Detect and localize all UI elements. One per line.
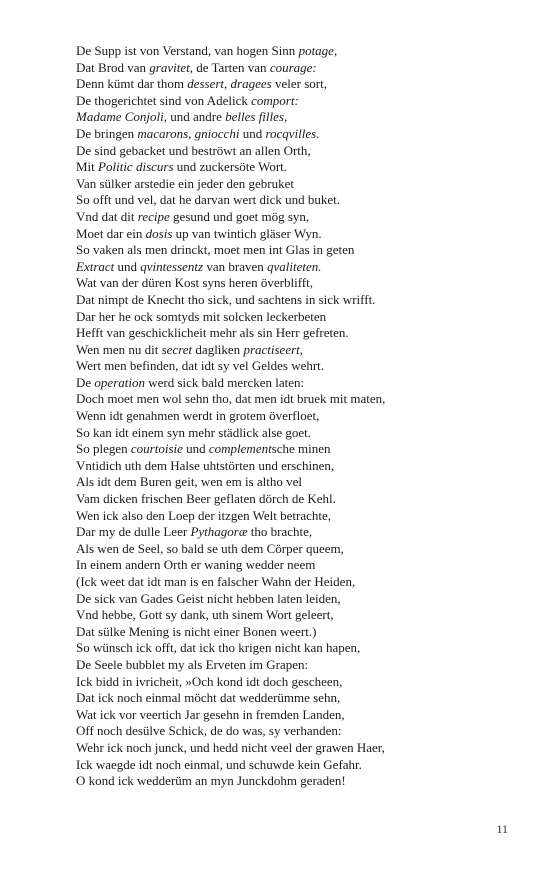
line-text: Dat Brod van	[76, 59, 150, 75]
line-text: Wen ick also den Loep der itzgen Welt betrachte,	[76, 507, 332, 523]
poem-line	[76, 773, 516, 790]
line-text: Mit	[76, 159, 99, 175]
poem-line	[76, 640, 516, 657]
italic-text: macarons, gniocchi	[137, 125, 240, 141]
line-text: Off noch desülve Schick, de do was, sy verhanden:	[76, 723, 342, 739]
italic-text: potage,	[298, 43, 338, 58]
italic-text: Madame Conjoli,	[76, 109, 167, 125]
poem-line	[76, 309, 516, 326]
line-text: und andre	[167, 109, 226, 125]
italic-text: Politic discurs	[98, 159, 174, 175]
italic-text: Extract	[76, 258, 115, 274]
line-text: De Seele bubblet my als Erveten im Grapen:	[76, 656, 309, 672]
line-text: Dat nimpt de Knecht tho sick, und sachtens in sick wrifft.	[76, 291, 376, 307]
italic-text: courage:	[269, 59, 317, 75]
line-text: und zuckersöte Wort.	[173, 159, 288, 175]
line-text: So offt und vel, dat he darvan wert dick und buket.	[76, 192, 341, 208]
line-text: O kond ick wedderüm an myn Junckdohm geraden!	[76, 773, 346, 789]
line-text: Vnd dat dit	[76, 208, 138, 224]
line-text: sche minen	[271, 441, 331, 457]
poem-line	[76, 757, 516, 774]
italic-text: dosis	[145, 225, 173, 241]
line-text: Dar her he ock somtyds mit solcken leckerbeten	[76, 308, 327, 324]
line-text: veler sort,	[271, 76, 327, 92]
poem-line	[76, 740, 516, 757]
poem-line	[76, 43, 516, 60]
line-text: So kan idt einem syn mehr städlick alse goet.	[76, 424, 312, 440]
italic-text: gravitet,	[149, 59, 193, 75]
poem-line	[76, 325, 516, 342]
line-text: De bringen	[76, 125, 138, 141]
poem-line	[76, 60, 516, 77]
poem-line	[76, 557, 516, 574]
italic-text: complement	[208, 441, 272, 457]
italic-text: belles filles,	[225, 109, 288, 125]
poem-line	[76, 491, 516, 508]
line-text: tho brachte,	[247, 524, 313, 540]
poem-line	[76, 292, 516, 309]
line-text: Van sülker arstedie ein jeder den gebruket	[76, 175, 295, 191]
line-text: Denn kümt dar thom	[76, 76, 188, 92]
line-text: werd sick bald mercken laten:	[144, 374, 305, 390]
poem-line	[76, 375, 516, 392]
line-text: Ick waegde idt noch einmal, und schuwde kein Gefahr.	[76, 756, 362, 772]
poem-line	[76, 109, 516, 126]
italic-text: dessert, dragees	[187, 76, 272, 92]
italic-text: qvaliteten.	[266, 258, 322, 274]
poem-line	[76, 259, 516, 276]
poem-line	[76, 541, 516, 558]
line-text: De sick van Gades Geist nicht hebben laten leiden,	[76, 590, 341, 606]
poem-line	[76, 192, 516, 209]
line-text: Doch moet men wol sehn tho, dat men idt bruek mit maten,	[76, 391, 386, 407]
italic-text: recipe	[137, 208, 170, 224]
line-text: De sind gebacket und beströwt an allen Orth,	[76, 142, 311, 158]
line-text: de Tarten van	[192, 59, 270, 75]
line-text: So plegen	[76, 441, 131, 457]
italic-text: operation	[94, 374, 145, 390]
line-text: Wat ick vor veertich Jar gesehn in fremden Landen,	[76, 706, 345, 722]
poem-line	[76, 242, 516, 259]
line-text: up van twintich gläser Wyn.	[172, 225, 322, 241]
italic-text: Pythagoræ	[190, 524, 248, 540]
line-text: Ick bidd in ivricheit, »Och kond idt doch gescheen,	[76, 673, 343, 689]
line-text: Hefft van geschicklicheit mehr als sin Herr gefreten.	[76, 325, 349, 341]
line-text: van braven	[203, 258, 267, 274]
poem-line	[76, 441, 516, 458]
poem-line	[76, 723, 516, 740]
line-text: De	[76, 374, 95, 390]
line-text: Vnd hebbe, Gott sy dank, uth sinem Wort geleert,	[76, 607, 334, 623]
poem-line	[76, 674, 516, 691]
poem-line	[76, 342, 516, 359]
poem-line	[76, 524, 516, 541]
italic-text: qvintessentz	[140, 258, 204, 274]
line-text: Dar my de dulle Leer	[76, 524, 191, 540]
poem-line	[76, 707, 516, 724]
line-text: (Ick weet dat idt man is en falscher Wahn der Heiden,	[76, 574, 356, 589]
poem-line	[76, 591, 516, 608]
line-text: Vntidich uth dem Halse uhtstörten und erschinen,	[76, 457, 335, 473]
poem-line	[76, 574, 516, 591]
poem-line	[76, 607, 516, 624]
italic-text: secret	[161, 341, 193, 357]
italic-text: rocqvilles.	[265, 125, 320, 141]
poem-line	[76, 76, 516, 93]
poem-line	[76, 143, 516, 160]
poem-line	[76, 458, 516, 475]
line-text: Dat ick noch einmal möcht dat wedderümme sehn,	[76, 690, 341, 706]
line-text: Vam dicken frischen Beer geflaten dörch de Kehl.	[76, 491, 336, 507]
poem-line	[76, 126, 516, 143]
poem-line	[76, 93, 516, 110]
poem-line	[76, 226, 516, 243]
poem-line	[76, 690, 516, 707]
poem-line	[76, 358, 516, 375]
line-text: In einem andern Orth er waning wedder neem	[76, 557, 316, 573]
poem-line	[76, 508, 516, 525]
line-text: Wenn idt genahmen werdt in grotem överfloet,	[76, 408, 320, 424]
line-text: Als wen de Seel, so bald se uth dem Cörper queem,	[76, 540, 344, 556]
line-text: und	[114, 258, 141, 274]
page-number: 11	[496, 822, 508, 836]
line-text: gesund und goet mög syn,	[169, 208, 310, 224]
poem-line	[76, 624, 516, 641]
poem-line	[76, 474, 516, 491]
line-text: De thogerichtet sind von Adelick	[76, 92, 252, 108]
line-text: und	[182, 441, 209, 457]
poem-line	[76, 159, 516, 176]
line-text: So wünsch ick offt, dat ick tho krigen nicht kan hapen,	[76, 640, 361, 656]
line-text: So vaken als men drinckt, moet men int Glas in geten	[76, 242, 355, 258]
poem-line	[76, 176, 516, 193]
line-text: De Supp ist von Verstand, van hogen Sinn	[76, 43, 299, 58]
line-text: Dat sülke Mening is nicht einer Bonen weert.)	[76, 623, 317, 639]
poem-line	[76, 209, 516, 226]
line-text: Wat van der düren Kost syns heren överblifft,	[76, 275, 313, 291]
italic-text: comport:	[251, 92, 299, 108]
line-text: dagliken	[192, 341, 244, 357]
italic-text: courtoisie	[130, 441, 183, 457]
line-text: Wert men befinden, dat idt sy vel Geldes wehrt.	[76, 358, 325, 374]
poem-text	[76, 43, 516, 790]
line-text: Moet dar ein	[76, 225, 146, 241]
poem-line	[76, 657, 516, 674]
line-text: Wehr ick noch junck, und hedd nicht veel der grawen Haer,	[76, 739, 385, 755]
italic-text: practiseert,	[243, 341, 304, 357]
poem-line	[76, 408, 516, 425]
poem-line	[76, 425, 516, 442]
poem-line	[76, 391, 516, 408]
line-text: Wen men nu dit	[76, 341, 162, 357]
poem-line	[76, 275, 516, 292]
line-text: und	[239, 125, 266, 141]
line-text: Als idt dem Buren geit, wen em is altho vel	[76, 474, 303, 490]
